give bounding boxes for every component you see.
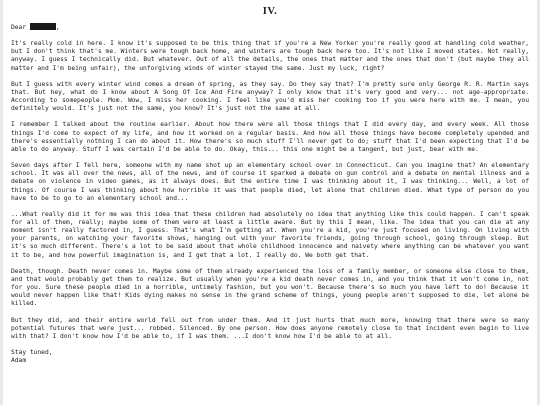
paragraph-5: ...What really did it for me was this idea that these children had absolutely no idea that anything like this could happen. I can't speak for all of them, really; maybe some of them were at least a little aware. But by this I mean, like. The idea that you can die at any moment isn't really factored in, I guess. That's what I'm getting at. When you're a kid, you're just focused on living. On living with your parents, on watching your favorite shows, hanging out with your favorite friends, going through school, going through sleep. But it's so much different. There's a lot to be said about that whole childhood innocence and naivety where anything can be whatever you want it to be, and how powerful imagination is, and I get that a lot. I really do. We both get that. xyxy=(11,210,529,259)
salutation xyxy=(11,23,529,32)
paragraph-2: But I guess with every winter wind comes a dream of spring, as they say. Do they say that? I'm pretty sure only George R. R. Martin says that. But hey, what do I know about A Song Of Ice And Fire anyway? I only know that it's very good and very... not age-appropriate. According to somepeople. Mom. Wow, I miss her cooking. I feel like you'd miss her cooking too if you were here with me. I mean, you definitely would. It's just not the same, you know? It's just not the same at all. xyxy=(11,80,529,113)
paragraph-4: Seven days after I fell here, someone with my name shot up an elementary school over in Connecticut. Can you imagine that? An elementary school. It was all over the news, all of the news, and of course it sparked a debate on gun control and a debate on mental illness and a debate on violence in video games, as it always does. But the entire time I was thinking about it, I was thinking... Well, a lot of things. Of course I was thinking about how horrible it was that people died, let alone that children died. What type of person do you have to be to go to an elementary school and... xyxy=(11,162,529,202)
paragraph-1: It's really cold in here. I know it's supposed to be this thing that if you're a New Yorker you're really good at handling cold weather, but I don't think that's me. Winters were tough back home, and winters are tough back here too. It's not like I moved states. Not really, anyway. I guess I technically did. But whatever. Out of all the details, the ones that matter and the ones that don't (but maybe they all matter and I'm being unfair), the unforgiving winds of winter stayed the same. Just my luck, right? xyxy=(11,40,529,72)
redacted-name-block xyxy=(30,23,56,30)
paragraph-7: But they did, and their entire world fell out from under them. And it just hurts that much more, knowing that there were so many potential futures that were just... robbed. Silenced. By one person. How does anyone remotely close to that incident even begin to live with that? I don't know how I'd be able to, if I was them. ...I don't know how I'd be able to at all. xyxy=(11,316,529,340)
salutation-punctuation: , xyxy=(55,24,60,31)
closing-signoff: Stay tuned, xyxy=(11,349,53,356)
chapter-heading: IV. xyxy=(262,6,278,17)
letter-body xyxy=(11,23,529,365)
salutation-greeting: Dear xyxy=(11,24,27,31)
closing-signature: Adam xyxy=(11,357,27,365)
left-margin-strip xyxy=(0,0,3,405)
paragraph-3: I remember I talked about the routine earlier. About how there were all those things that I did every day, and every week. All those things I'd come to expect of my life, and how it worked on a regular basis. And how all those things have become completely upended and there's essentially nothing I can do about it. How there's so much stuff I'll never get to do; stuff that I'd been expecting that I'd be able to do anyway. Stuff I was certain I'd be able to do. Okay, this... this one might be a tangent, but just, bear with me. xyxy=(11,121,529,153)
paragraph-6: Death, though. Death never comes in. Maybe some of them already experienced the loss of a family member, or someone else close to them, and that would probably get them to realize. But usually when you're a kid death never comes in, and you think that it won't come in, not for you. Sure these people died in a horrible, untimely fashion, but you won't. Because there's so much you have left to do! Because it would never happen like that! Kids dying makes no sense in the grand scheme of things, young people aren't supposed to die, let alone be killed. xyxy=(11,267,529,308)
closing xyxy=(11,349,529,365)
